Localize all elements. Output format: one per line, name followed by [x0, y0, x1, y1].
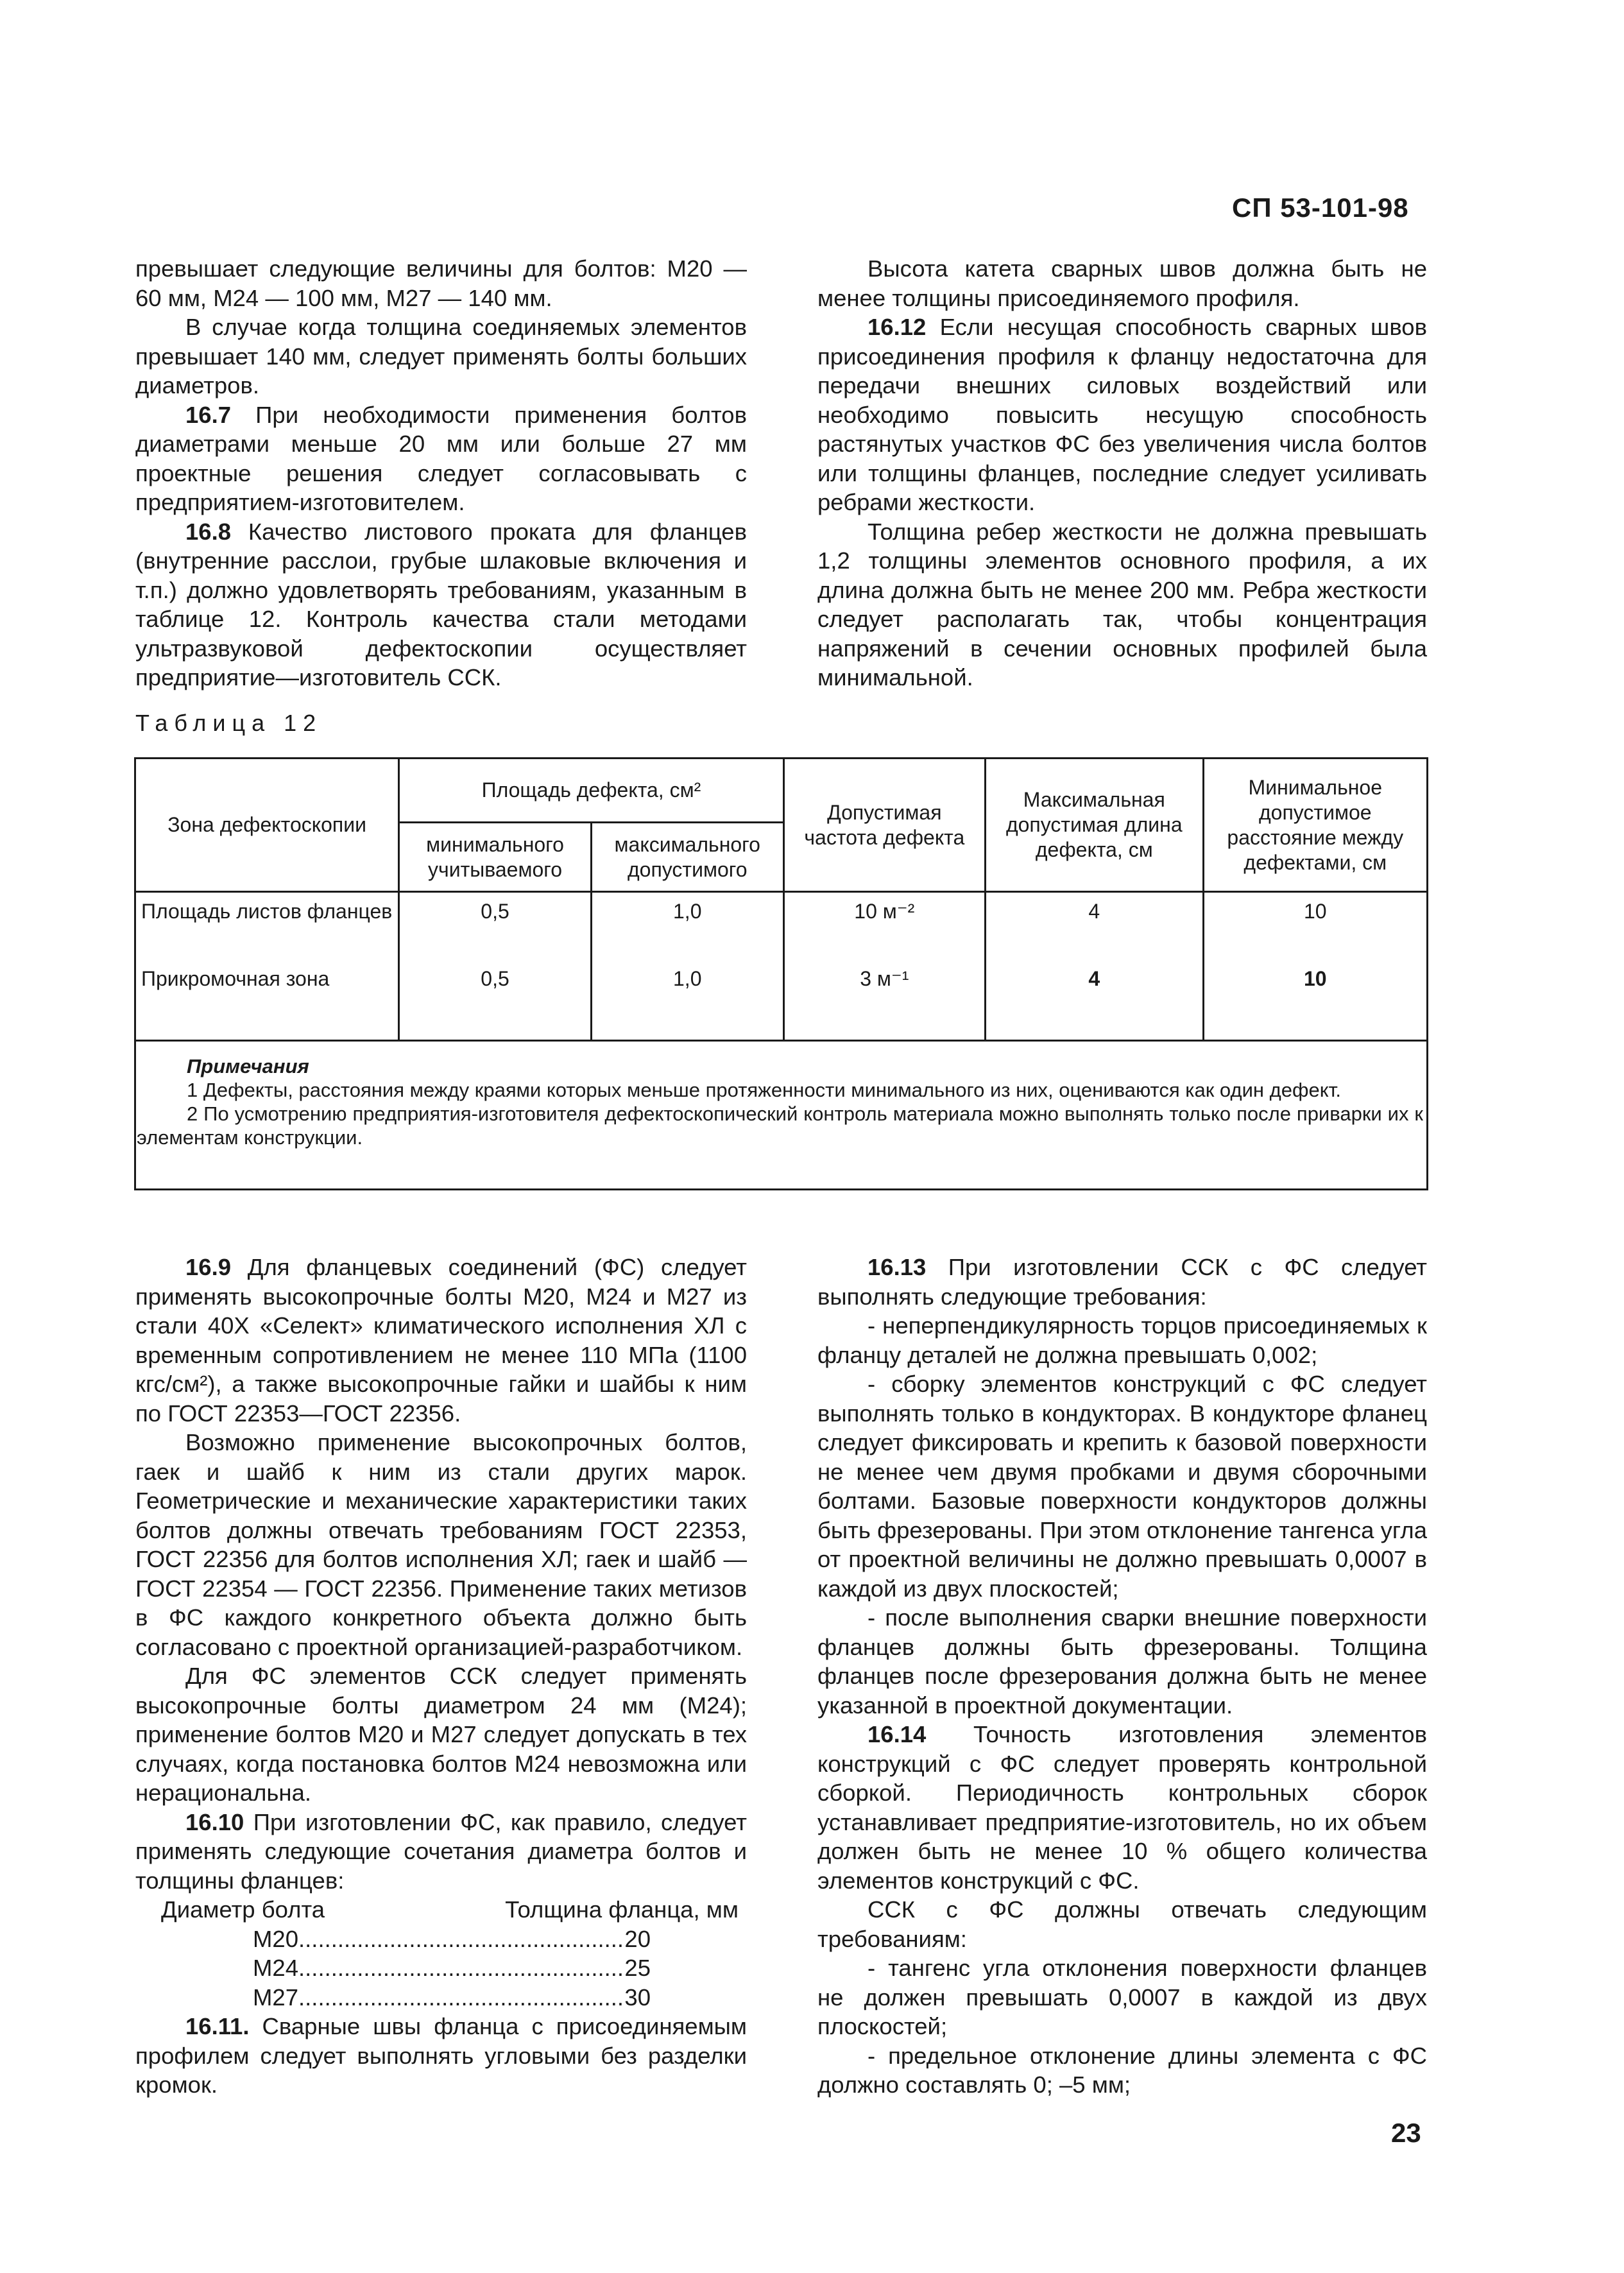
paragraph: [817, 313, 1427, 517]
paragraph: [135, 254, 747, 313]
paragraph: [135, 2012, 747, 2100]
column-left-top: [135, 254, 747, 692]
paragraph-text: Возможно применение высокопрочных болтов, гаек и шайб к ним из стали других марок. Геометрические и механические характеристики таких болтов должны отвечать требованиям ГОСТ 22353, ГОСТ 22356 для болтов исполнения ХЛ; гаек и шайб — ГОСТ 22354 — ГОСТ 22356. Применение таких метизов в ФС каждого конкретного объекта должно быть согласовано с проектной организацией-разработчиком.: [135, 1429, 747, 1660]
cell-min-distance: 10: [1203, 892, 1427, 963]
notes-title: Примечания: [187, 1055, 309, 1077]
bolt-diameter-header: Диаметр болта: [161, 1896, 325, 1923]
cell-area-min: 0,5: [399, 963, 592, 1041]
flange-thickness-header: Толщина фланца, мм: [505, 1896, 739, 1923]
paragraph-text: - предельное отклонение длины элемента с ФС должно составлять 0; –5 мм;: [817, 2042, 1427, 2098]
paragraph: [817, 517, 1427, 692]
clause-number: 16.12: [868, 314, 927, 340]
bolt-diameter: М20: [253, 1925, 299, 1952]
bolt-table-row: [253, 1953, 651, 1983]
flange-thickness: 30: [624, 1984, 651, 2011]
paragraph-text: Качество листового проката для фланцев (внутренние расслои, грубые шлаковые включения и т.п.) должно удовлетворять требованиям, указанным в таблице 12. Контроль качества стали методами ультразвуковой дефектоскопии осуществляет предприятие—изготовитель ССК.: [135, 518, 747, 690]
header-max-length: Максимальная допустимая длина дефекта, см: [986, 759, 1204, 892]
bolt-diameter: М27: [253, 1984, 299, 2011]
paragraph: [135, 1661, 747, 1808]
bolt-table-row: [253, 1983, 651, 2012]
paragraph-text: Для фланцевых соединений (ФС) следует применять высокопрочные болты М20, М24 и М27 из стали 40Х «Селект» климатического исполнения ХЛ с временным сопротивлением не менее 110 МПа (1100 кгс/см²), а также высокопрочные гайки и шайбы к ним по ГОСТ 22353—ГОСТ 22356.: [135, 1254, 747, 1427]
paragraph-text: превышает следующие величины для болтов: М20 — 60 мм, М24 — 100 мм, М27 — 140 мм.: [135, 255, 747, 311]
cell-max-length: 4: [986, 892, 1204, 963]
table-notes: [137, 1054, 1423, 1149]
paragraph-text: - после выполнения сварки внешние поверхности фланцев должны быть фрезерованы. Толщина фланцев после фрезерования должна быть не менее указанной в проектной документации.: [817, 1604, 1427, 1719]
header-area-max: максимального допустимого: [591, 823, 783, 892]
header-area: Площадь дефекта, см²: [399, 759, 783, 823]
column-left-bottom: [135, 1253, 747, 2100]
clause-number: 16.10: [185, 1808, 244, 1835]
flange-thickness: 25: [624, 1955, 651, 1981]
paragraph: [817, 1253, 1427, 1311]
paragraph: [135, 517, 747, 692]
bolt-table-header: [161, 1895, 739, 1925]
bolt-table: [253, 1925, 651, 2012]
paragraph: [135, 313, 747, 400]
cell-frequency: 3 м⁻¹: [783, 963, 985, 1041]
cell-zone: Площадь листов фланцев: [135, 892, 399, 963]
paragraph: [817, 1603, 1427, 1720]
cell-zone: Прикромочная зона: [135, 963, 399, 1041]
column-right-top: [817, 254, 1427, 692]
table-row: [135, 963, 1428, 1041]
cell-area-min: 0,5: [399, 892, 592, 963]
note-item: 2 По усмотрению предприятия-изготовителя дефектоскопический контроль материала можно выполнять только после приварки их к элементам конструкции.: [137, 1102, 1423, 1149]
page-number: 23: [1391, 2118, 1421, 2148]
paragraph-text: - тангенс угла отклонения поверхности фланцев не должен превышать 0,0007 в каждой из двух плоскостей;: [817, 1955, 1427, 2039]
paragraph: [135, 1808, 747, 1896]
table-header-row: [135, 759, 1428, 823]
clause-number: 16.13: [868, 1254, 927, 1280]
document-code: СП 53-101-98: [1232, 193, 1409, 223]
paragraph: [817, 2041, 1427, 2100]
bolt-diameter: М24: [253, 1955, 299, 1981]
column-right-bottom: [817, 1253, 1427, 2100]
header-area-min: минимального учитываемого: [399, 823, 592, 892]
header-min-distance: Минимальное допустимое расстояние между дефектами, см: [1203, 759, 1427, 892]
paragraph: [817, 254, 1427, 313]
clause-number: 16.14: [868, 1721, 927, 1747]
paragraph-text: - сборку элементов конструкций с ФС следует выполнять только в кондукторах. В кондукторе фланец следует фиксировать и крепить к базовой поверхности не менее чем двумя пробками и двумя сборочными болтами. Базовые поверхности кондукторов должны быть фрезерованы. При этом отклонение тангенса угла от проектной величины не должно превышать 0,0007 в каждой из двух плоскостей;: [817, 1371, 1427, 1602]
paragraph-text: Сварные швы фланца с присоединяемым профилем следует выполнять угловыми без разделки кромок.: [135, 2013, 747, 2098]
clause-number: 16.7: [185, 401, 232, 428]
cell-area-max: 1,0: [591, 892, 783, 963]
paragraph: [135, 1253, 747, 1428]
paragraph: [135, 400, 747, 517]
clause-number: 16.9: [185, 1254, 232, 1280]
paragraph-text: При изготовлении ФС, как правило, следует применять следующие сочетания диаметра болтов и толщины фланцев:: [135, 1808, 747, 1894]
paragraph-text: В случае когда толщина соединяемых элементов превышает 140 мм, следует применять болты больших диаметров.: [135, 314, 747, 399]
table-row: [135, 892, 1428, 963]
clause-number: 16.11.: [185, 2013, 250, 2039]
clause-number: 16.8: [185, 518, 232, 545]
paragraph-text: Если несущая способность сварных швов присоединения профиля к фланцу недостаточна для передачи внешних силовых воздействий или необходимо повысить несущую способность растянутых участков ФС без увеличения числа болтов или толщины фланцев, последние следует усиливать ребрами жесткости.: [817, 314, 1427, 515]
paragraph-text: Толщина ребер жесткости не должна превышать 1,2 толщины элементов основного профиля, а их длина должна быть не менее 200 мм. Ребра жесткости следует располагать так, чтобы концентрация напряжений в сечении основных профилей была минимальной.: [817, 518, 1427, 690]
paragraph-text: - неперпендикулярность торцов присоединяемых к фланцу деталей не должна превышать 0,002;: [817, 1312, 1427, 1368]
paragraph-text: Высота катета сварных швов должна быть не менее толщины присоединяемого профиля.: [817, 255, 1427, 311]
flange-thickness: 20: [624, 1925, 651, 1952]
note-item: 1 Дефекты, расстояния между краями которых меньше протяженности минимального из них, оцениваются как один дефект.: [187, 1079, 1341, 1101]
paragraph: [817, 1895, 1427, 1953]
paragraph-text: При необходимости применения болтов диаметрами меньше 20 мм или больше 27 мм проектные решения следует согласовывать с предприятием-изготовителем.: [135, 401, 747, 515]
paragraph-text: При изготовлении ССК с ФС следует выполнять следующие требования:: [817, 1254, 1427, 1310]
cell-area-max: 1,0: [591, 963, 783, 1041]
cell-frequency: 10 м⁻²: [783, 892, 985, 963]
cell-max-length: 4: [986, 963, 1204, 1041]
bolt-table-row: [253, 1925, 651, 1954]
header-zone: Зона дефектоскопии: [135, 759, 399, 892]
paragraph: [817, 1311, 1427, 1369]
paragraph-text: ССК с ФС должны отвечать следующим требованиям:: [817, 1896, 1427, 1952]
header-frequency: Допустимая частота дефекта: [783, 759, 985, 892]
paragraph: [817, 1953, 1427, 2041]
paragraph: [135, 1428, 747, 1661]
paragraph: [817, 1720, 1427, 1895]
paragraph-text: Точность изготовления элементов конструкций с ФС следует проверять контрольной сборкой. Периодичность контрольных сборок устанавливает предприятие-изготовитель, но их объем должен быть не менее 10 % общего количества элементов конструкций с ФС.: [817, 1721, 1427, 1894]
cell-min-distance: 10: [1203, 963, 1427, 1041]
table-caption: Таблица 12: [135, 710, 323, 736]
paragraph: [817, 1369, 1427, 1603]
paragraph-text: Для ФС элементов ССК следует применять высокопрочные болты диаметром 24 мм (М24); применение болтов М20 и М27 следует допускать в тех случаях, когда постановка болтов М24 невозможна или нерациональна.: [135, 1663, 747, 1806]
